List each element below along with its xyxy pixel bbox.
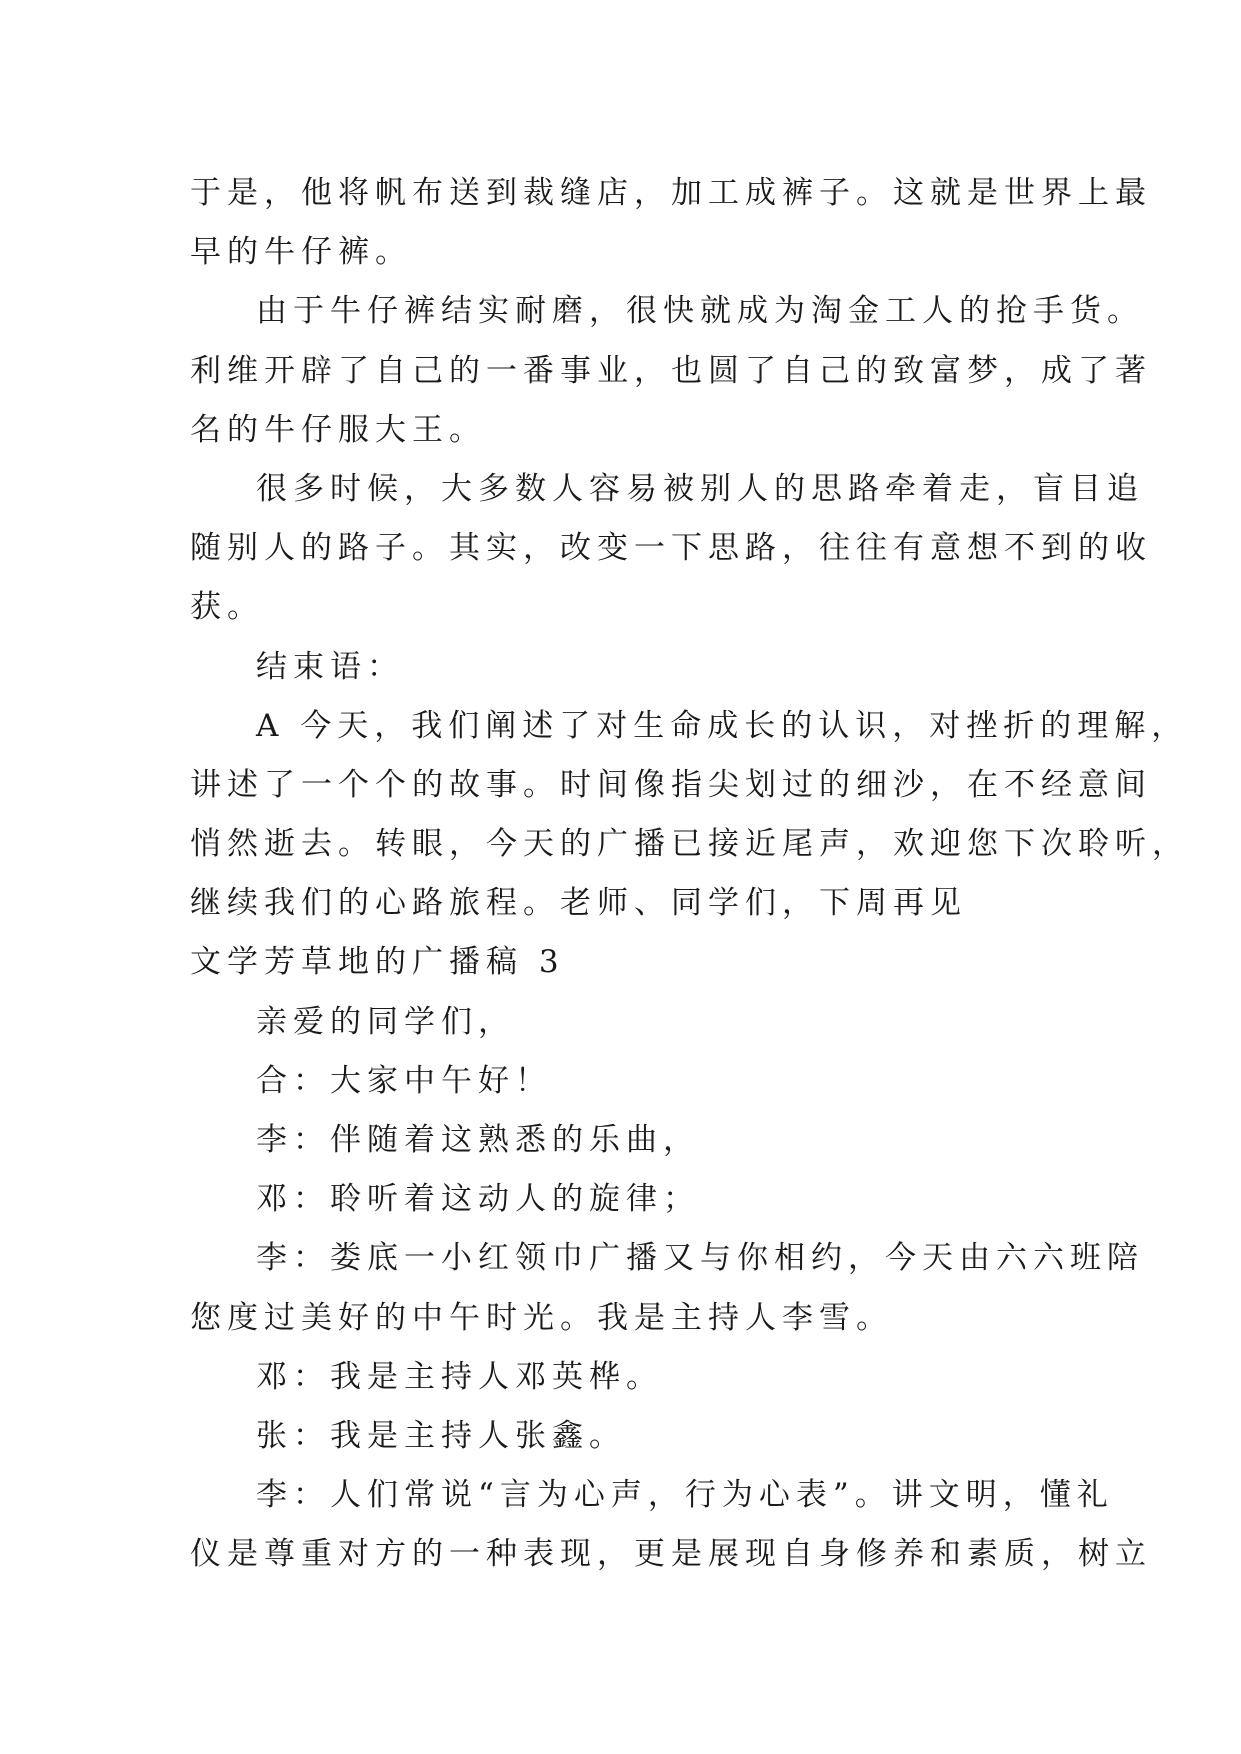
text-line: 合：大家中午好！ bbox=[256, 1062, 552, 1099]
text-line: 李：人们常说“言为心声，行为心表”。讲文明，懂礼 bbox=[256, 1477, 1114, 1514]
text-line: 李：娄底一小红领巾广播又与你相约，今天由六六班陪 bbox=[256, 1240, 1144, 1277]
text-line: 由于牛仔裤结实耐磨，很快就成为淘金工人的抢手货。 bbox=[256, 293, 1144, 330]
text-line: A 今天，我们阐述了对生命成长的认识，对挫折的理解， bbox=[256, 707, 1189, 744]
text-line: 邓：聆听着这动人的旋律； bbox=[256, 1181, 700, 1218]
document-body bbox=[190, 164, 1189, 1585]
text-line: 仪是尊重对方的一种表现，更是展现自身修养和素质，树立 bbox=[190, 1536, 1152, 1573]
text-line: 您度过美好的中午时光。我是主持人李雪。 bbox=[190, 1299, 893, 1336]
text-line: 继续我们的心路旅程。老师、同学们，下周再见 bbox=[190, 885, 967, 922]
text-line: 悄然逝去。转眼，今天的广播已接近尾声，欢迎您下次聆听， bbox=[190, 826, 1189, 863]
text-line: 讲述了一个个的故事。时间像指尖划过的细沙，在不经意间 bbox=[190, 766, 1152, 803]
text-line: 邓：我是主持人邓英桦。 bbox=[256, 1358, 663, 1395]
text-line: 随别人的路子。其实，改变一下思路，往往有意想不到的收 bbox=[190, 530, 1152, 567]
text-line: 李：伴随着这熟悉的乐曲， bbox=[256, 1122, 700, 1158]
text-line: 名的牛仔服大王。 bbox=[190, 411, 486, 448]
text-line: 早的牛仔裤。 bbox=[190, 234, 412, 271]
text-line: 文学芳草地的广播稿 3 bbox=[190, 944, 565, 981]
text-line: 结束语： bbox=[256, 648, 404, 685]
text-line: 很多时候，大多数人容易被别人的思路牵着走，盲目追 bbox=[256, 470, 1144, 507]
text-line: 获。 bbox=[190, 589, 264, 626]
text-line: 利维开辟了自己的一番事业，也圆了自己的致富梦，成了著 bbox=[190, 352, 1152, 389]
text-line: 张：我是主持人张鑫。 bbox=[256, 1417, 626, 1454]
text-line: 于是，他将帆布送到裁缝店，加工成裤子。这就是世界上最 bbox=[190, 175, 1152, 211]
text-line: 亲爱的同学们， bbox=[256, 1003, 515, 1040]
